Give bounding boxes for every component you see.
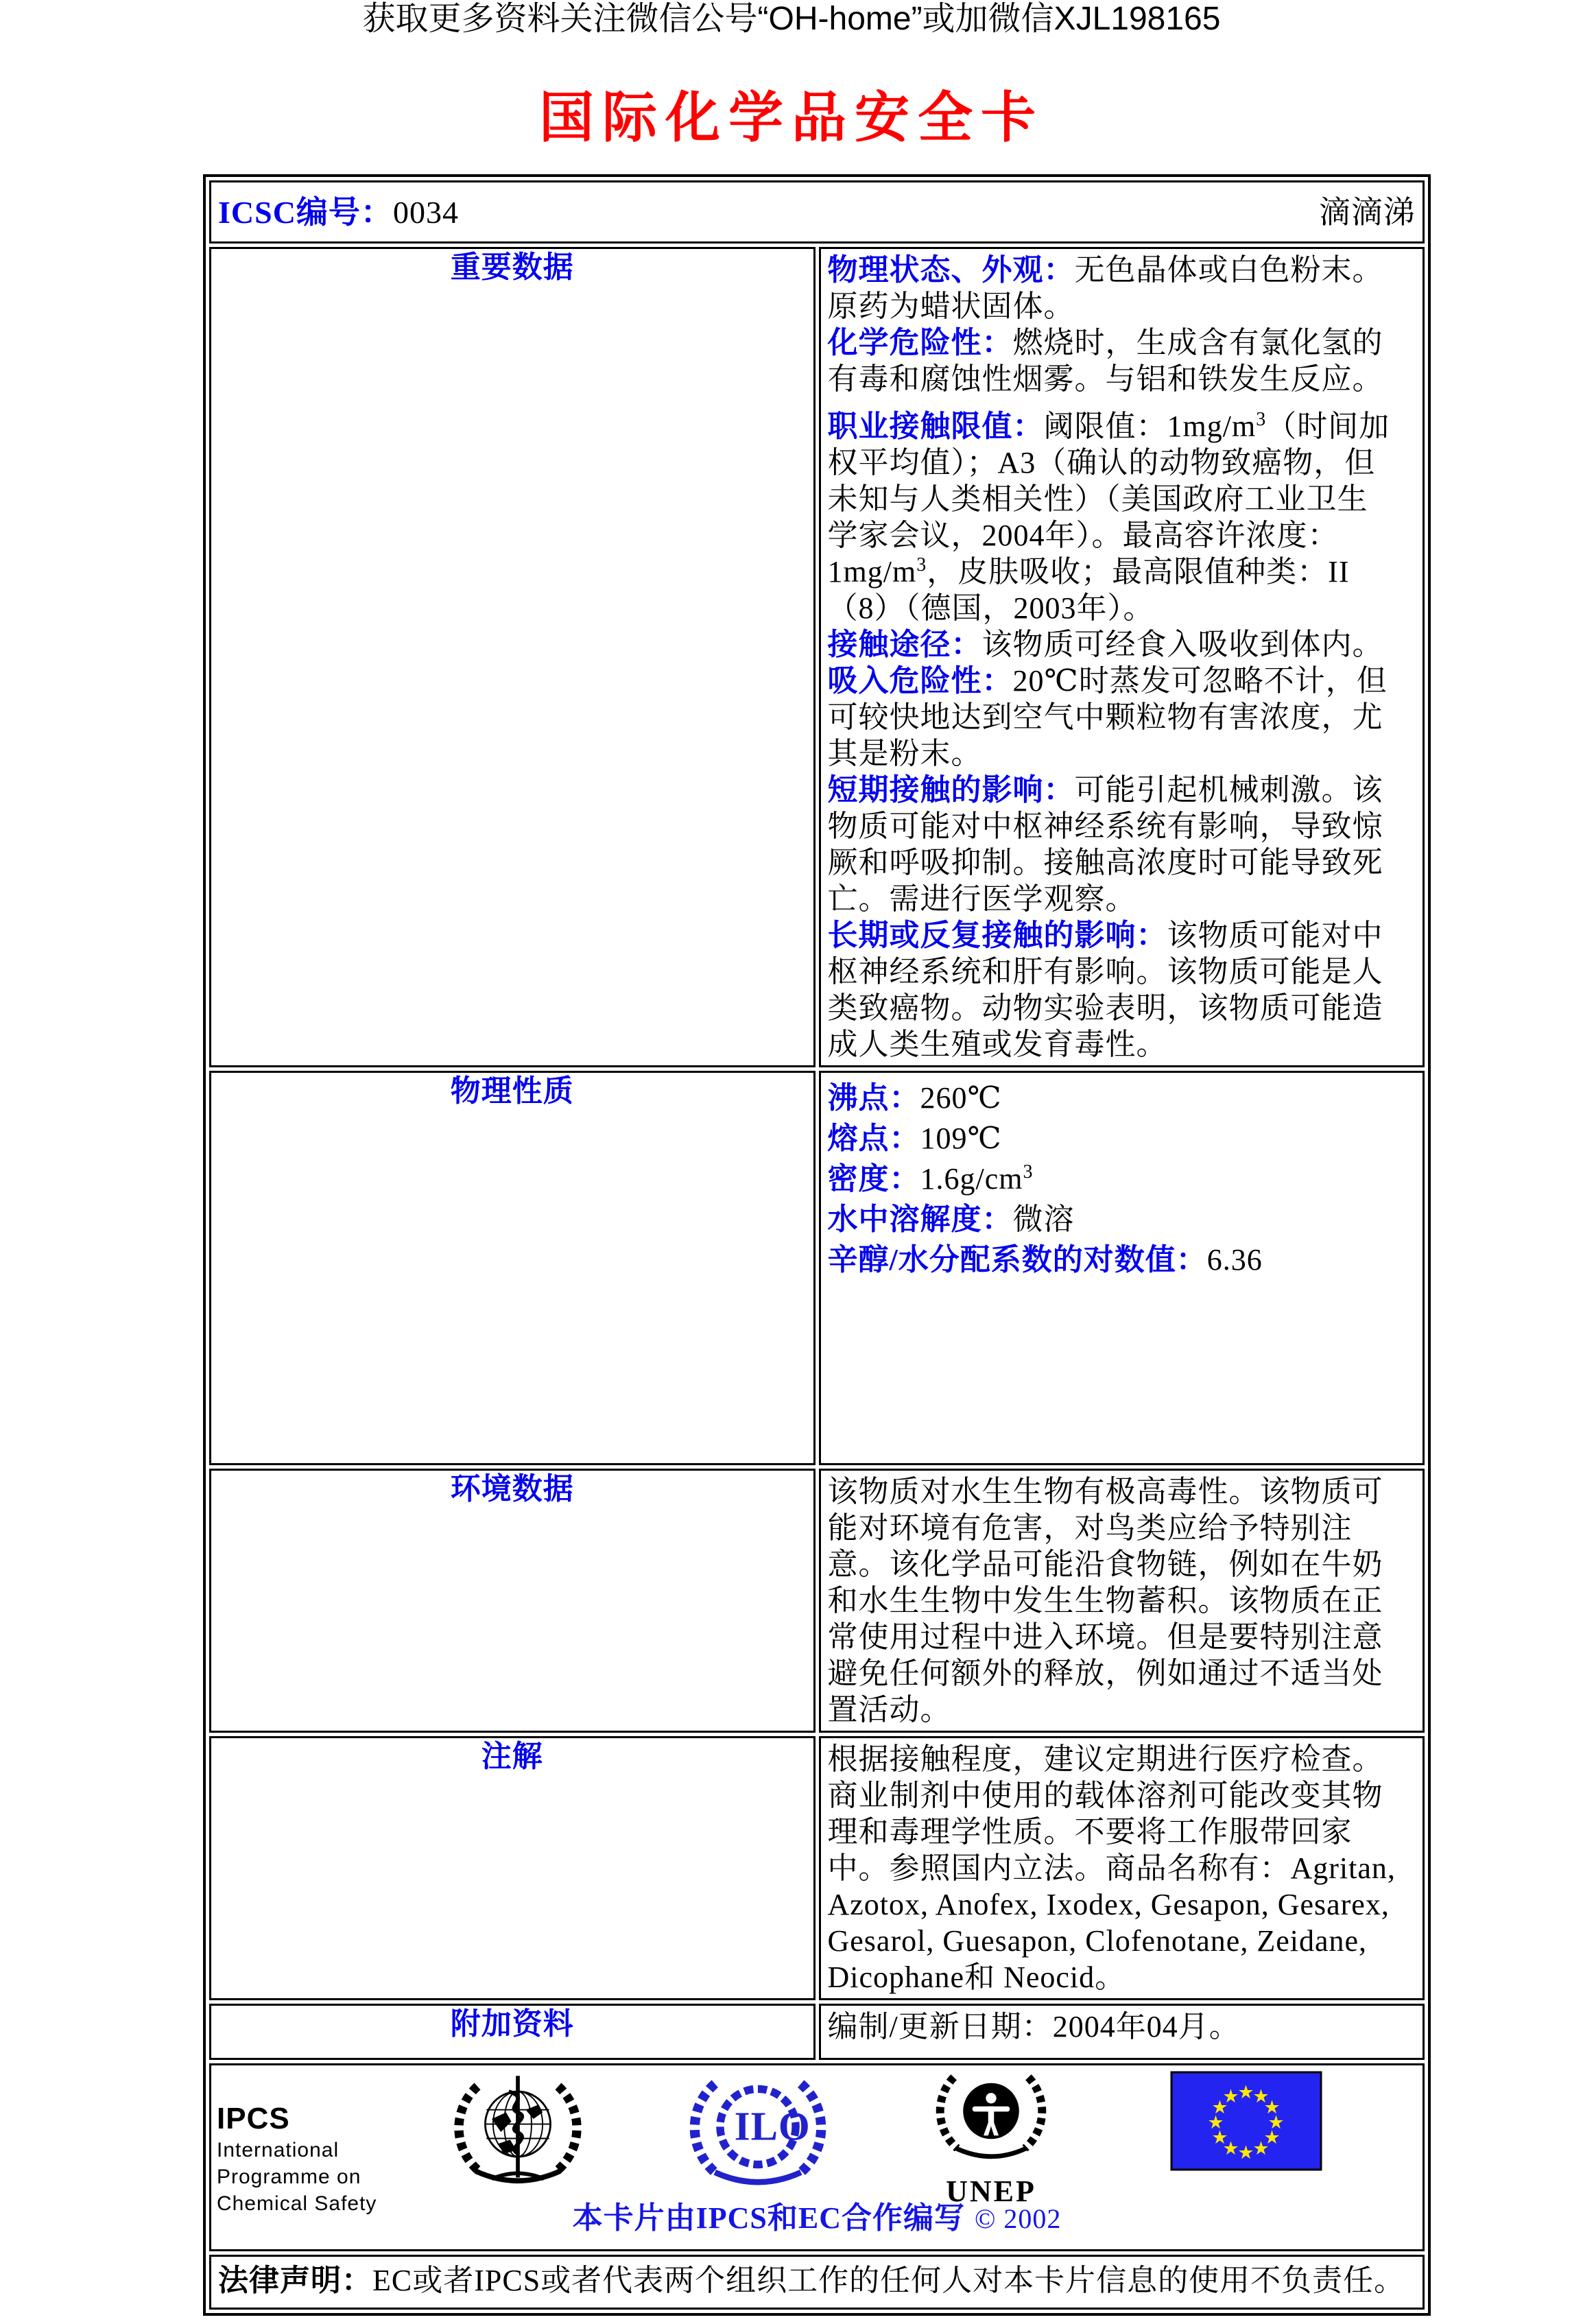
svg-text:★: ★ — [1211, 2097, 1229, 2118]
caption-text: 本卡片由IPCS和EC合作编写 — [572, 2201, 965, 2235]
important-paragraph — [828, 408, 1397, 626]
table-row-physical-properties — [209, 1071, 1425, 1465]
environmental-data-content: 该物质对水生生物有极高毒性。该物质可能对环境有危害，对鸟类应给予特别注意。该化学品可能沿食物链，例如在牛奶和水生生物中发生生物蓄积。该物质在正常使用过程中进入环境。但是要特别注意避免任何额外的释放，例如通过不适当处置活动。 — [819, 1469, 1425, 1733]
ipcs-subline: Programme on — [217, 2166, 361, 2188]
logos-row — [209, 2063, 1425, 2251]
legal-text: EC或者IPCS或者代表两个组织工作的任何人对本卡片信息的使用不负责任。 — [372, 2264, 1405, 2297]
field-label: 熔点： — [827, 1122, 920, 1155]
field-value: 20℃时蒸发可忽略不计，但可较快地达到空气中颗粒物有害浓度，尤其是粉末。 — [827, 664, 1388, 770]
legal-statement — [209, 2255, 1425, 2310]
footer-caption — [211, 2200, 1423, 2237]
section-label-notes: 注解 — [209, 1736, 816, 2000]
icsc-header-cell — [209, 180, 1425, 244]
field-label: 密度： — [827, 1162, 920, 1196]
table-row-additional-info — [209, 2004, 1425, 2060]
field-value: 1.6g/cm — [920, 1162, 1023, 1196]
icsc-card-table — [203, 174, 1431, 2316]
copyright-text: © 2002 — [974, 2203, 1062, 2234]
field-value: 燃烧时，生成含有氯化氢的有毒和腐蚀性烟雾。与铝和铁发生反应。 — [827, 326, 1383, 396]
field-value: 该物质可经食入吸收到体内。 — [981, 628, 1383, 661]
additional-info-content: 编制/更新日期：2004年04月。 — [819, 2004, 1425, 2060]
table-row-environmental-data — [209, 1469, 1425, 1733]
who-logo-icon — [453, 2067, 583, 2197]
svg-text:★: ★ — [1237, 2082, 1255, 2103]
field-label: 辛醇/水分配系数的对数值： — [827, 1243, 1207, 1277]
section-label-physical: 物理性质 — [209, 1071, 816, 1465]
field-value: 可能引起机械刺激。该物质可能对中枢神经系统有影响，导致惊厥和呼吸抑制。接触高浓度时可能导致死亡。需进行医学观察。 — [827, 773, 1383, 916]
notes-content: 根据接触程度，建议定期进行医疗检查。商业制剂中使用的载体溶剂可能改变其物理和毒理学性质。不要将工作服带回家中。参照国内立法。商品名称有：Agritan, Azotox, Anofex, Ixodex, Gesapon, Gesarex, Gesarol, Guesapon, Clofenotane, Zeidane, Dicophane和 Neocid。 — [819, 1736, 1425, 2000]
ilo-monogram: ILO — [734, 2104, 811, 2149]
physical-property — [828, 1080, 1397, 1116]
superscript: 3 — [916, 554, 927, 576]
section-label-important: 重要数据 — [209, 247, 816, 1067]
important-data-content — [819, 247, 1425, 1067]
field-label: 短期接触的影响： — [827, 773, 1075, 807]
icsc-number-label: ICSC编号： — [218, 194, 393, 230]
ilo-logo-icon — [693, 2067, 823, 2197]
important-paragraph — [828, 252, 1397, 324]
physical-property — [828, 1201, 1397, 1237]
svg-text:★: ★ — [1211, 2127, 1229, 2148]
unep-logo-icon — [933, 2065, 1049, 2168]
icsc-number-value: 0034 — [392, 194, 459, 230]
field-label: 职业接触限值： — [827, 410, 1044, 443]
svg-text:★: ★ — [1222, 2086, 1240, 2107]
physical-property — [828, 1242, 1397, 1278]
physical-property — [828, 1120, 1397, 1157]
eu-flag-icon — [1171, 2072, 1321, 2170]
table-row-legal — [209, 2255, 1425, 2310]
icsc-number-group — [218, 194, 459, 230]
physical-property — [828, 1161, 1397, 1197]
chemical-name: 滴滴涕 — [1319, 194, 1416, 230]
field-value: 109℃ — [920, 1122, 1002, 1155]
svg-text:★: ★ — [1263, 2097, 1281, 2118]
field-value: 无色晶体或白色粉末。原药为蜡状固体。 — [827, 253, 1383, 323]
svg-text:★: ★ — [1237, 2142, 1255, 2163]
page-title: 国际化学品安全卡 — [539, 88, 1044, 149]
svg-text:★: ★ — [1222, 2138, 1240, 2159]
important-paragraph — [828, 626, 1397, 663]
field-value: 微溶 — [1012, 1202, 1075, 1236]
section-label-additional: 附加资料 — [209, 2004, 816, 2060]
important-paragraph — [828, 917, 1397, 1063]
ipcs-heading: IPCS — [217, 2102, 290, 2135]
field-value: ，皮肤吸收；最高限值种类：II（8）（德国，2003年）。 — [827, 555, 1350, 625]
field-value: （时间加权平均值）；A3（确认的动物致癌物，但未知与人类相关性）（美国政府工业卫生学家会议，2004年）。最高容许浓度：1mg/m — [827, 410, 1390, 589]
field-label: 长期或反复接触的影响： — [827, 918, 1167, 952]
field-label: 物理状态、外观： — [827, 253, 1075, 287]
svg-text:★: ★ — [1252, 2138, 1270, 2159]
svg-text:★: ★ — [1267, 2112, 1285, 2133]
table-row-header — [209, 180, 1425, 244]
ipcs-subline: International — [217, 2139, 340, 2161]
svg-text:★: ★ — [1263, 2127, 1281, 2148]
svg-text:★: ★ — [1207, 2112, 1225, 2133]
field-label: 沸点： — [827, 1081, 920, 1115]
legal-label: 法律声明： — [218, 2264, 372, 2297]
field-label: 吸入危险性： — [827, 664, 1013, 698]
section-label-environment: 环境数据 — [209, 1469, 816, 1733]
field-label: 化学危险性： — [827, 326, 1013, 359]
table-row-notes — [209, 1736, 1425, 2000]
unep-wordmark: UNEP — [946, 2174, 1036, 2208]
physical-properties-content — [819, 1071, 1425, 1465]
field-value: 260℃ — [920, 1081, 1002, 1115]
wechat-promo-banner: 获取更多资料关注微信公号“OH-home”或加微信XJL198165 — [362, 1, 1221, 37]
field-label: 水中溶解度： — [827, 1202, 1013, 1236]
svg-text:★: ★ — [1252, 2086, 1270, 2107]
unep-logo-block — [926, 2065, 1056, 2207]
important-paragraph — [828, 324, 1397, 397]
ipcs-subline: Chemical Safety — [217, 2192, 377, 2215]
table-row-logos — [209, 2063, 1425, 2251]
important-paragraph — [828, 772, 1397, 917]
field-value: 阈限值：1mg/m — [1043, 410, 1257, 443]
field-value: 该物质可能对中枢神经系统和肝有影响。该物质可能是人类致癌物。动物实验表明，该物质可能造成人类生殖或发育毒性。 — [827, 918, 1383, 1061]
field-label: 接触途径： — [827, 628, 982, 661]
field-value: 6.36 — [1206, 1243, 1263, 1277]
table-row-important-data — [209, 247, 1425, 1067]
superscript: 3 — [1023, 1161, 1034, 1183]
important-paragraph — [828, 663, 1397, 772]
superscript: 3 — [1256, 409, 1267, 430]
